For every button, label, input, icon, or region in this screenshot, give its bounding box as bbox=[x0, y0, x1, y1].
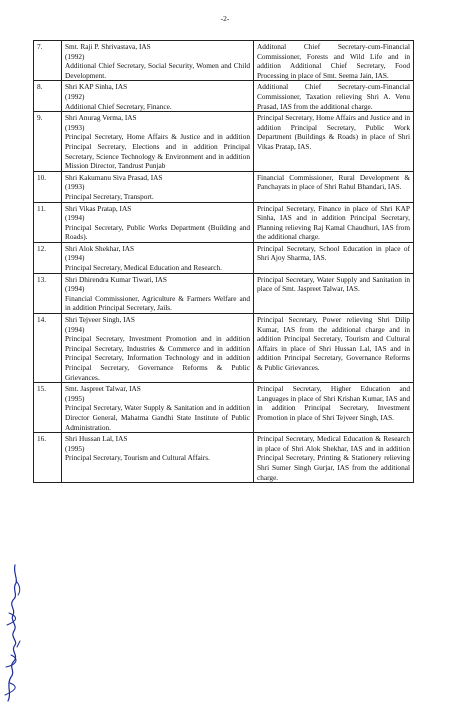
serial-number: 9. bbox=[34, 112, 62, 172]
table-row bbox=[34, 81, 414, 112]
serial-number: 10. bbox=[34, 171, 62, 202]
new-posting: Principal Secretary, Finance in place of Shri KAP Sinha, IAS and in addition Principal Secretary, Planning relieving Raj Kamal Chaudhuri, IAS from the additional charge. bbox=[254, 202, 414, 242]
officer-name: Smt. Jaspreet Talwar, IAS bbox=[65, 384, 141, 394]
transfer-orders-table bbox=[33, 40, 414, 483]
table-row bbox=[34, 202, 414, 242]
signature-icon bbox=[2, 555, 24, 705]
officer-cell bbox=[62, 81, 254, 112]
officer-cell bbox=[62, 41, 254, 81]
serial-number: 7. bbox=[34, 41, 62, 81]
new-posting: Principal Secretary, Power relieving Shri Dilip Kumar, IAS from the additional charge and in addition Principal Secretary, Tourism and Cultural Affairs in place of Shri Hussan Lal, IAS and in addition Principal Secretary, Governance Reforms & Public Grievances. bbox=[254, 314, 414, 383]
table-body bbox=[34, 41, 414, 483]
new-posting: Principal Secretary, Higher Education and Languages in place of Shri Krishan Kumar, IAS and in addition Principal Secretary, Investment Promotion in place of Shri Tejveer Singh, IAS. bbox=[254, 383, 414, 433]
officer-current-designation: Principal Secretary, Investment Promotion and in addition Principal Secretary, Industries & Commerce and in addition Principal Secretary, Information Technology and in addition Principal Secretary, Governance Reforms & Public Grievances. bbox=[65, 334, 250, 382]
officer-batch: (1994) bbox=[65, 324, 85, 334]
officer-batch: (1994) bbox=[65, 213, 85, 223]
officer-cell bbox=[62, 202, 254, 242]
new-posting: Additonal Chief Secretary-cum-Financial Commissioner, Forests and Wild Life and in addition Additional Chief Secretary, Food Processing in place of Smt. Seema Jain, IAS. bbox=[254, 41, 414, 81]
officer-batch: (1993) bbox=[65, 182, 85, 192]
officer-current-designation: Principal Secretary, Transport. bbox=[65, 191, 154, 201]
officer-batch: (1995) bbox=[65, 393, 85, 403]
officer-batch: (1993) bbox=[65, 122, 85, 132]
table-row bbox=[34, 41, 414, 81]
new-posting: Principal Secretary, Medical Education & Research in place of Shri Alok Shekhar, IAS and in addition Principal Secretary, Printing & Stationery relieving Shri Sumer Singh Gurjar, IAS from the additional charge. bbox=[254, 433, 414, 483]
officer-current-designation: Principal Secretary, Medical Education and Research. bbox=[65, 263, 222, 273]
page-number: -2- bbox=[220, 14, 230, 23]
officer-batch: (1994) bbox=[65, 284, 85, 294]
officer-name: Shri Kakumanu Siva Prasad, IAS bbox=[65, 172, 163, 182]
officer-current-designation: Principal Secretary, Home Affairs & Justice and in addition Principal Secretary, Elections and in addition Principal Secretary, Science Technology & Environment and in addition Mission Director, Tandrust Punjab bbox=[65, 132, 250, 171]
officer-name: Shri Anurag Verma, IAS bbox=[65, 113, 137, 123]
table-row bbox=[34, 433, 414, 483]
table-row bbox=[34, 171, 414, 202]
new-posting: Financial Commissioner, Rural Development & Panchayats in place of Shri Rahul Bhandari, IAS. bbox=[254, 171, 414, 202]
officer-cell bbox=[62, 314, 254, 383]
new-posting: Principal Secretary, School Education in place of Shri Ajoy Sharma, IAS. bbox=[254, 242, 414, 273]
officer-current-designation: Principal Secretary, Public Works Department (Building and Roads). bbox=[65, 222, 250, 242]
officer-current-designation: Additional Chief Secretary, Finance. bbox=[65, 101, 172, 111]
officer-cell bbox=[62, 433, 254, 483]
new-posting: Principal Secretary, Water Supply and Sanitation in place of Smt. Jaspreet Talwar, IAS. bbox=[254, 273, 414, 313]
serial-number: 8. bbox=[34, 81, 62, 112]
new-posting: Principal Secretary, Home Affairs and Justice and in addition Principal Secretary, Public Work Department (Buildings & Roads) in place of Shri Vikas Pratap, IAS. bbox=[254, 112, 414, 172]
officer-current-designation: Principal Secretary, Tourism and Cultural Affairs. bbox=[65, 453, 210, 463]
serial-number: 12. bbox=[34, 242, 62, 273]
table-row bbox=[34, 273, 414, 313]
officer-current-designation: Principal Secretary, Water Supply & Sanitation and in addition Director General, Mahatma Gandhi State Institute of Public Administration. bbox=[65, 403, 250, 432]
officer-current-designation: Financial Commissioner, Agriculture & Farmers Welfare and in addition Principal Secretary, Jails. bbox=[65, 293, 250, 313]
officer-current-designation: Additional Chief Secretary, Social Security, Women and Child Development. bbox=[65, 61, 250, 80]
officer-name: Shri KAP Sinha, IAS bbox=[65, 82, 128, 92]
officer-cell bbox=[62, 273, 254, 313]
serial-number: 15. bbox=[34, 383, 62, 433]
officer-cell bbox=[62, 112, 254, 172]
new-posting: Additional Chief Secretary-cum-Financial Commissioner, Taxation relieving Shri A. Venu Prasad, IAS from the additional charge. bbox=[254, 81, 414, 112]
officer-batch: (1992) bbox=[65, 51, 85, 61]
officer-cell bbox=[62, 242, 254, 273]
table-row bbox=[34, 314, 414, 383]
officer-name: Shri Hussan Lal, IAS bbox=[65, 434, 128, 444]
serial-number: 13. bbox=[34, 273, 62, 313]
handwritten-signature bbox=[2, 555, 24, 705]
officer-name: Shri Tejveer Singh, IAS bbox=[65, 315, 135, 325]
officer-name: Shri Dhirendra Kumar Tiwari, IAS bbox=[65, 274, 167, 284]
table-row bbox=[34, 242, 414, 273]
officer-name: Shri Alok Shekhar, IAS bbox=[65, 243, 135, 253]
officer-batch: (1995) bbox=[65, 443, 85, 453]
officer-cell bbox=[62, 171, 254, 202]
officer-cell bbox=[62, 383, 254, 433]
table-row bbox=[34, 112, 414, 172]
table-row bbox=[34, 383, 414, 433]
officer-name: Smt. Raji P. Shrivastava, IAS bbox=[65, 42, 151, 51]
officer-batch: (1992) bbox=[65, 91, 85, 101]
serial-number: 11. bbox=[34, 202, 62, 242]
serial-number: 16. bbox=[34, 433, 62, 483]
officer-batch: (1994) bbox=[65, 253, 85, 263]
officer-name: Shri Vikas Pratap, IAS bbox=[65, 203, 132, 213]
serial-number: 14. bbox=[34, 314, 62, 383]
